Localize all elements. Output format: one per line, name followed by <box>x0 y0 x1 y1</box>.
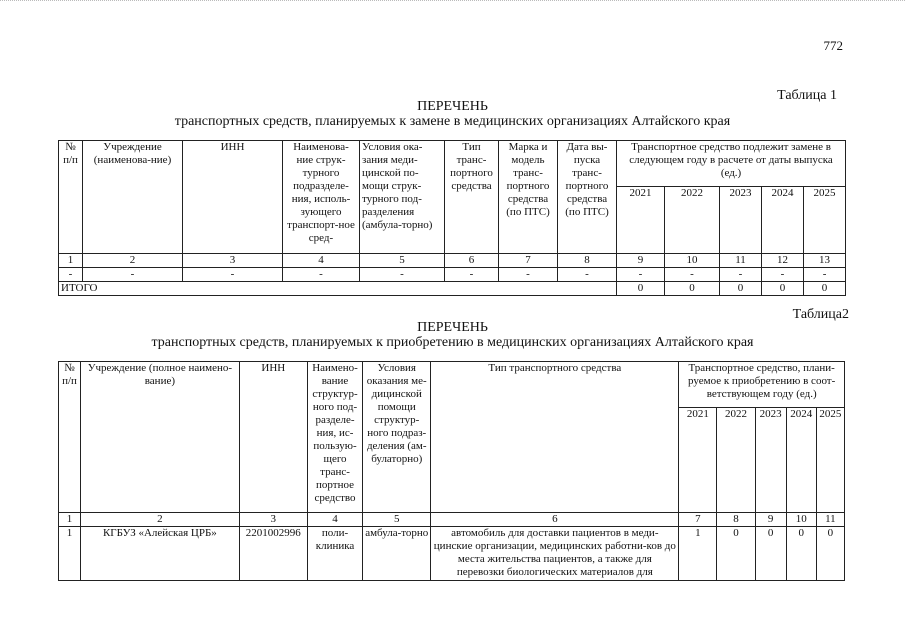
t1-header-year: 2023 <box>720 187 762 254</box>
t2-col-number: 10 <box>786 513 816 527</box>
table1-label: Таблица 1 <box>777 88 837 103</box>
t2-row-value: 0 <box>755 527 786 581</box>
t2-header-year: 2024 <box>786 408 816 513</box>
t2-row-value: 1 <box>679 527 717 581</box>
t2-header-year: 2023 <box>755 408 786 513</box>
t2-row-value: 0 <box>786 527 816 581</box>
t2-row-value: 0 <box>816 527 844 581</box>
t1-total-row <box>59 282 846 296</box>
t2-header-year: 2021 <box>679 408 717 513</box>
t1-dash-cell: - <box>804 268 846 282</box>
t2-row-num: 1 <box>59 527 81 581</box>
t1-col-number: 8 <box>558 254 617 268</box>
t1-header-year: 2025 <box>804 187 846 254</box>
t1-col-number: 3 <box>183 254 283 268</box>
t2-header-type: Тип транспортного средства <box>431 362 679 513</box>
t1-dash-cell: - <box>558 268 617 282</box>
t2-header-num: № п/п <box>59 362 81 513</box>
t1-dash-cell: - <box>360 268 445 282</box>
t1-header-year: 2024 <box>762 187 804 254</box>
t2-header-subdivision: Наимено-вание структур-ного под-разделе-ния, ис-пользую-щего транс-портное средство <box>307 362 362 513</box>
t1-total-value: 0 <box>720 282 762 296</box>
t2-col-number: 4 <box>307 513 362 527</box>
page-top-edge <box>0 0 905 4</box>
t1-header-date: Дата вы-пуска транс-портного средства (по ПТС) <box>558 141 617 254</box>
t1-header-institution: Учреждение (наименова-ние) <box>83 141 183 254</box>
t1-dash-cell: - <box>83 268 183 282</box>
table1-title-line1: ПЕРЕЧЕНЬ <box>417 99 488 114</box>
table2-title-line2: транспортных средств, планируемых к приобретению в медицинских организациях Алтайского края <box>151 335 754 350</box>
t1-col-number: 12 <box>762 254 804 268</box>
t1-header-conditions: Условия ока-зания меди-цинской по-мощи струк-турного под-разделения (амбула-торно) <box>360 141 445 254</box>
t1-header-inn: ИНН <box>183 141 283 254</box>
t1-header-replace-group: Транспортное средство подлежит замене в следующем году в расчете от даты выпуска (ед.) <box>617 141 846 187</box>
t1-col-number: 4 <box>283 254 360 268</box>
t1-col-number: 5 <box>360 254 445 268</box>
t1-col-number: 9 <box>617 254 665 268</box>
page-number: 772 <box>823 38 843 53</box>
t2-header-year: 2025 <box>816 408 844 513</box>
t2-row-value: 0 <box>717 527 755 581</box>
table2-title-line1: ПЕРЕЧЕНЬ <box>417 320 488 335</box>
t1-total-value: 0 <box>665 282 720 296</box>
t2-col-number: 2 <box>81 513 240 527</box>
t2-col-number: 6 <box>431 513 679 527</box>
table1-title <box>0 99 905 129</box>
t1-col-number: 10 <box>665 254 720 268</box>
t2-row-conditions: амбула-торно <box>363 527 431 581</box>
t1-dash-cell: - <box>762 268 804 282</box>
t2-row-institution: КГБУЗ «Алейская ЦРБ» <box>81 527 240 581</box>
t1-dash-cell: - <box>665 268 720 282</box>
t2-col-number: 1 <box>59 513 81 527</box>
t1-col-number: 6 <box>445 254 499 268</box>
t1-col-number: 1 <box>59 254 83 268</box>
t1-header-num: № п/п <box>59 141 83 254</box>
table1-title-line2: транспортных средств, планируемых к замене в медицинских организациях Алтайского края <box>174 114 731 129</box>
t1-dash-cell: - <box>59 268 83 282</box>
t1-dash-cell: - <box>499 268 558 282</box>
table2-acquisition <box>58 361 845 581</box>
t2-row-inn: 2201002996 <box>239 527 307 581</box>
t2-data-row <box>59 527 845 581</box>
table1-replacement <box>58 140 846 296</box>
t1-header-model: Марка и модель транс-портного средства (по ПТС) <box>499 141 558 254</box>
t1-total-value: 0 <box>617 282 665 296</box>
t1-total-value: 0 <box>762 282 804 296</box>
t2-col-number: 3 <box>239 513 307 527</box>
t1-column-numbers-row <box>59 254 846 268</box>
t2-row-type: автомобиль для доставки пациентов в меди-цинские организации, медицинских работни-ков до места жительства пациентов, а также для перевозки биологических материалов для <box>431 527 679 581</box>
t1-header-year: 2022 <box>665 187 720 254</box>
t2-header-institution: Учреждение (полное наимено-вание) <box>81 362 240 513</box>
t1-dash-row <box>59 268 846 282</box>
t1-col-number: 13 <box>804 254 846 268</box>
t2-column-numbers-row <box>59 513 845 527</box>
t2-col-number: 11 <box>816 513 844 527</box>
t2-col-number: 7 <box>679 513 717 527</box>
t1-dash-cell: - <box>445 268 499 282</box>
t1-header-year: 2021 <box>617 187 665 254</box>
t2-row-subdivision: поли-клиника <box>307 527 362 581</box>
t1-dash-cell: - <box>720 268 762 282</box>
t1-col-number: 11 <box>720 254 762 268</box>
t1-header-type: Тип транс-портного средства <box>445 141 499 254</box>
t1-dash-cell: - <box>617 268 665 282</box>
t1-total-value: 0 <box>804 282 846 296</box>
t2-col-number: 9 <box>755 513 786 527</box>
t1-dash-cell: - <box>183 268 283 282</box>
t1-total-label: ИТОГО <box>59 282 617 296</box>
t2-col-number: 8 <box>717 513 755 527</box>
t2-header-inn: ИНН <box>239 362 307 513</box>
t1-header-subdivision: Наименова-ние струк-турного подразделе-ния, исполь-зующего транспорт-ное сред- <box>283 141 360 254</box>
table2-label: Таблица2 <box>792 307 849 322</box>
table2-title <box>0 320 905 350</box>
t2-header-year: 2022 <box>717 408 755 513</box>
t2-header-acquire-group: Транспортное средство, плани-руемое к приобретению в соот-ветствующем году (ед.) <box>679 362 845 408</box>
t1-col-number: 2 <box>83 254 183 268</box>
t2-col-number: 5 <box>363 513 431 527</box>
t1-dash-cell: - <box>283 268 360 282</box>
t2-header-conditions: Условия оказания ме-дицинской помощи структур-ного подраз-деления (ам-булаторно) <box>363 362 431 513</box>
t1-col-number: 7 <box>499 254 558 268</box>
